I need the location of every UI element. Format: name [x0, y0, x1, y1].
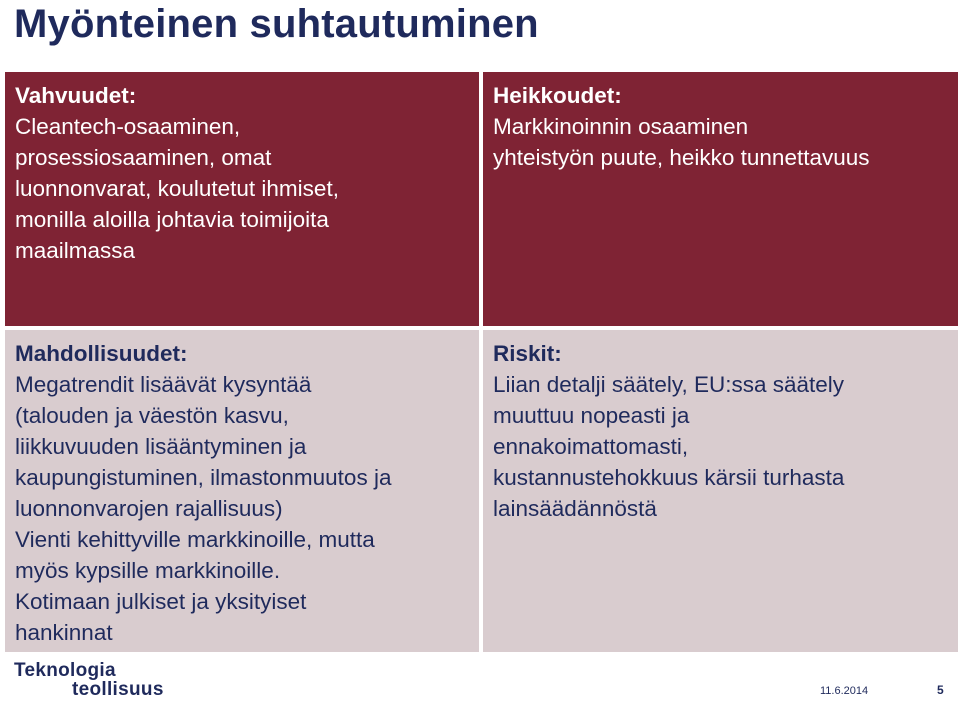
threats-text: Liian detalji säätely, EU:ssa säätely muuttuu nopeasti ja ennakoimattomasti, kustannustehokkuus kärsii turhasta lainsäädännöstä — [493, 372, 845, 521]
swot-strengths-cell — [5, 72, 479, 326]
swot-opportunities-cell — [5, 330, 479, 652]
weaknesses-text: Markkinoinnin osaaminen yhteistyön puute, heikko tunnettavuus — [493, 114, 870, 170]
weaknesses-heading: Heikkoudet: — [493, 83, 622, 108]
opportunities-heading: Mahdollisuudet: — [15, 341, 188, 366]
strengths-heading: Vahvuudet: — [15, 83, 137, 108]
teknologiateollisuus-logo — [14, 661, 184, 701]
opportunities-text: Megatrendit lisäävät kysyntää (talouden ja väestön kasvu, liikkuvuuden lisääntyminen ja kaupungistuminen, ilmastonmuutos ja luonnonvarojen rajallisuus) Vienti kehittyville markkinoille, mutta myös kypsille markkinoille. Kotimaan julkiset ja yksityiset hankinnat — [15, 372, 392, 645]
swot-weaknesses-cell — [483, 72, 958, 326]
logo-line-1: Teknologia — [14, 660, 116, 681]
slide-title: Myönteinen suhtautuminen — [14, 2, 539, 46]
strengths-text: Cleantech-osaaminen, prosessiosaaminen, omat luonnonvarat, koulutetut ihmiset, monilla aloilla johtavia toimijoita maailmassa — [15, 114, 339, 263]
threats-heading: Riskit: — [493, 341, 562, 366]
logo-line-2: teollisuus — [72, 679, 164, 700]
footer-date: 11.6.2014 — [820, 685, 869, 697]
swot-threats-cell — [483, 330, 958, 652]
swot-grid — [5, 72, 958, 652]
page-number: 5 — [937, 683, 944, 697]
